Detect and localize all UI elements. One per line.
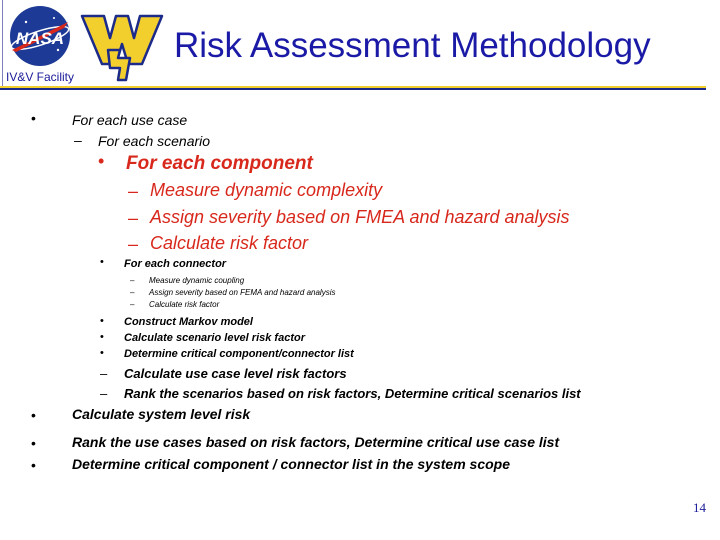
dash-marker: – — [128, 181, 139, 201]
bullet-marker: • — [100, 331, 104, 343]
item-connector: For each connector — [124, 258, 227, 270]
bullet-marker: • — [100, 315, 104, 327]
item-system-risk: Calculate system level risk — [72, 406, 251, 422]
connector-measure: Measure dynamic coupling — [149, 276, 245, 285]
dash-marker: – — [74, 132, 82, 148]
bullet-marker: • — [100, 347, 104, 359]
item-scenario-risk: Calculate scenario level risk factor — [124, 332, 305, 344]
page-title: Risk Assessment Methodology — [174, 26, 651, 65]
facility-label: IV&V Facility — [6, 70, 75, 84]
item-rank-use-cases: Rank the use cases based on risk factors, Determine critical use case list — [72, 434, 560, 450]
item-component: For each component — [126, 153, 313, 174]
bullet-marker: • — [31, 110, 36, 126]
bullet-marker: • — [31, 407, 36, 423]
dash-marker: – — [128, 234, 139, 254]
bullet-marker: • — [98, 151, 105, 171]
item-rank-scenarios: Rank the scenarios based on risk factors, Determine critical scenarios list — [124, 386, 581, 401]
dash-marker: – — [100, 366, 108, 381]
bullet-marker: • — [100, 256, 104, 268]
dash-marker: – — [130, 300, 135, 309]
bullet-marker: • — [31, 435, 36, 451]
header-rule — [0, 86, 706, 90]
dash-marker: – — [130, 288, 135, 297]
wvu-logo-icon — [80, 8, 164, 84]
item-system-critical-list: Determine critical component / connector list in the system scope — [72, 456, 511, 472]
nasa-logo-text: NASA — [15, 29, 65, 48]
dash-marker: – — [128, 208, 139, 228]
component-severity: Assign severity based on FMEA and hazard analysis — [150, 207, 570, 227]
header-rule-navy — [0, 88, 706, 90]
item-use-case: For each use case — [72, 112, 188, 128]
item-use-case-risk: Calculate use case level risk factors — [124, 366, 347, 381]
dash-marker: – — [100, 386, 108, 401]
bullet-marker: • — [31, 457, 36, 473]
component-measure: Measure dynamic complexity — [150, 180, 383, 200]
item-markov: Construct Markov model — [124, 316, 253, 328]
item-critical-list: Determine critical component/connector list — [124, 348, 354, 360]
connector-risk-factor: Calculate risk factor — [149, 300, 220, 309]
nasa-logo-icon — [4, 2, 76, 70]
header-vertical-rule — [2, 0, 3, 86]
connector-severity: Assign severity based on FEMA and hazard analysis — [149, 288, 336, 297]
page-number: 14 — [693, 500, 706, 515]
item-scenario: For each scenario — [98, 133, 211, 149]
dash-marker: – — [130, 276, 135, 285]
component-risk-factor: Calculate risk factor — [150, 233, 309, 253]
